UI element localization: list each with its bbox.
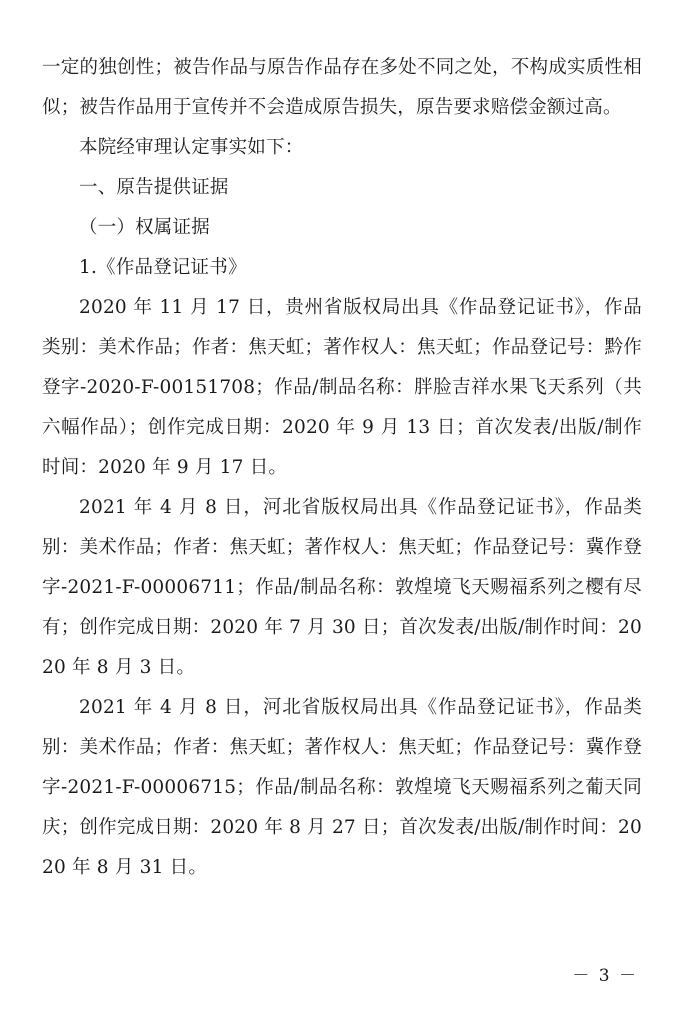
paragraph-heading-level2: （一）权属证据 bbox=[79, 217, 210, 238]
paragraph-heading-level1: 一、原告提供证据 bbox=[79, 177, 229, 198]
paragraph-heading-level3: 1.《作品登记证书》 bbox=[79, 257, 247, 278]
paragraph: 2020 年 11 月 17 日，贵州省版权局出具《作品登记证书》，作品类别：美术作品；作者：焦天虹；著作权人：焦天虹；作品登记号：黔作登字-2020-F-00151708；作品/制品名称：胖脸吉祥水果飞天系列（共六幅作品）；创作完成日期：2020 年 9 月 13 日；首次发表/出版/制作时间：2020 年 9 月 17 日。 bbox=[42, 297, 642, 478]
paragraph: 2021 年 4 月 8 日，河北省版权局出具《作品登记证书》，作品类别：美术作品；作者：焦天虹；著作权人：焦天虹；作品登记号：冀作登字-2021-F-00006715；作品/制品名称：敦煌境飞天赐福系列之葡天同庆；创作完成日期：2020 年 8 月 27 日；首次发表/出版/制作时间：2020 年 8 月 31 日。 bbox=[42, 697, 642, 878]
page-number: － 3 － bbox=[572, 966, 638, 986]
document-body bbox=[42, 48, 642, 888]
paragraph: 2021 年 4 月 8 日，河北省版权局出具《作品登记证书》，作品类别：美术作品；作者：焦天虹；著作权人：焦天虹；作品登记号：冀作登字-2021-F-00006711；作品/制品名称：敦煌境飞天赐福系列之樱有尽有；创作完成日期：2020 年 7 月 30 日；首次发表/出版/制作时间：2020 年 8 月 3 日。 bbox=[42, 497, 642, 678]
paragraph: 本院经审理认定事实如下： bbox=[79, 137, 304, 158]
paragraph: 一定的独创性；被告作品与原告作品存在多处不同之处，不构成实质性相似；被告作品用于宣传并不会造成原告损失，原告要求赔偿金额过高。 bbox=[42, 57, 642, 118]
